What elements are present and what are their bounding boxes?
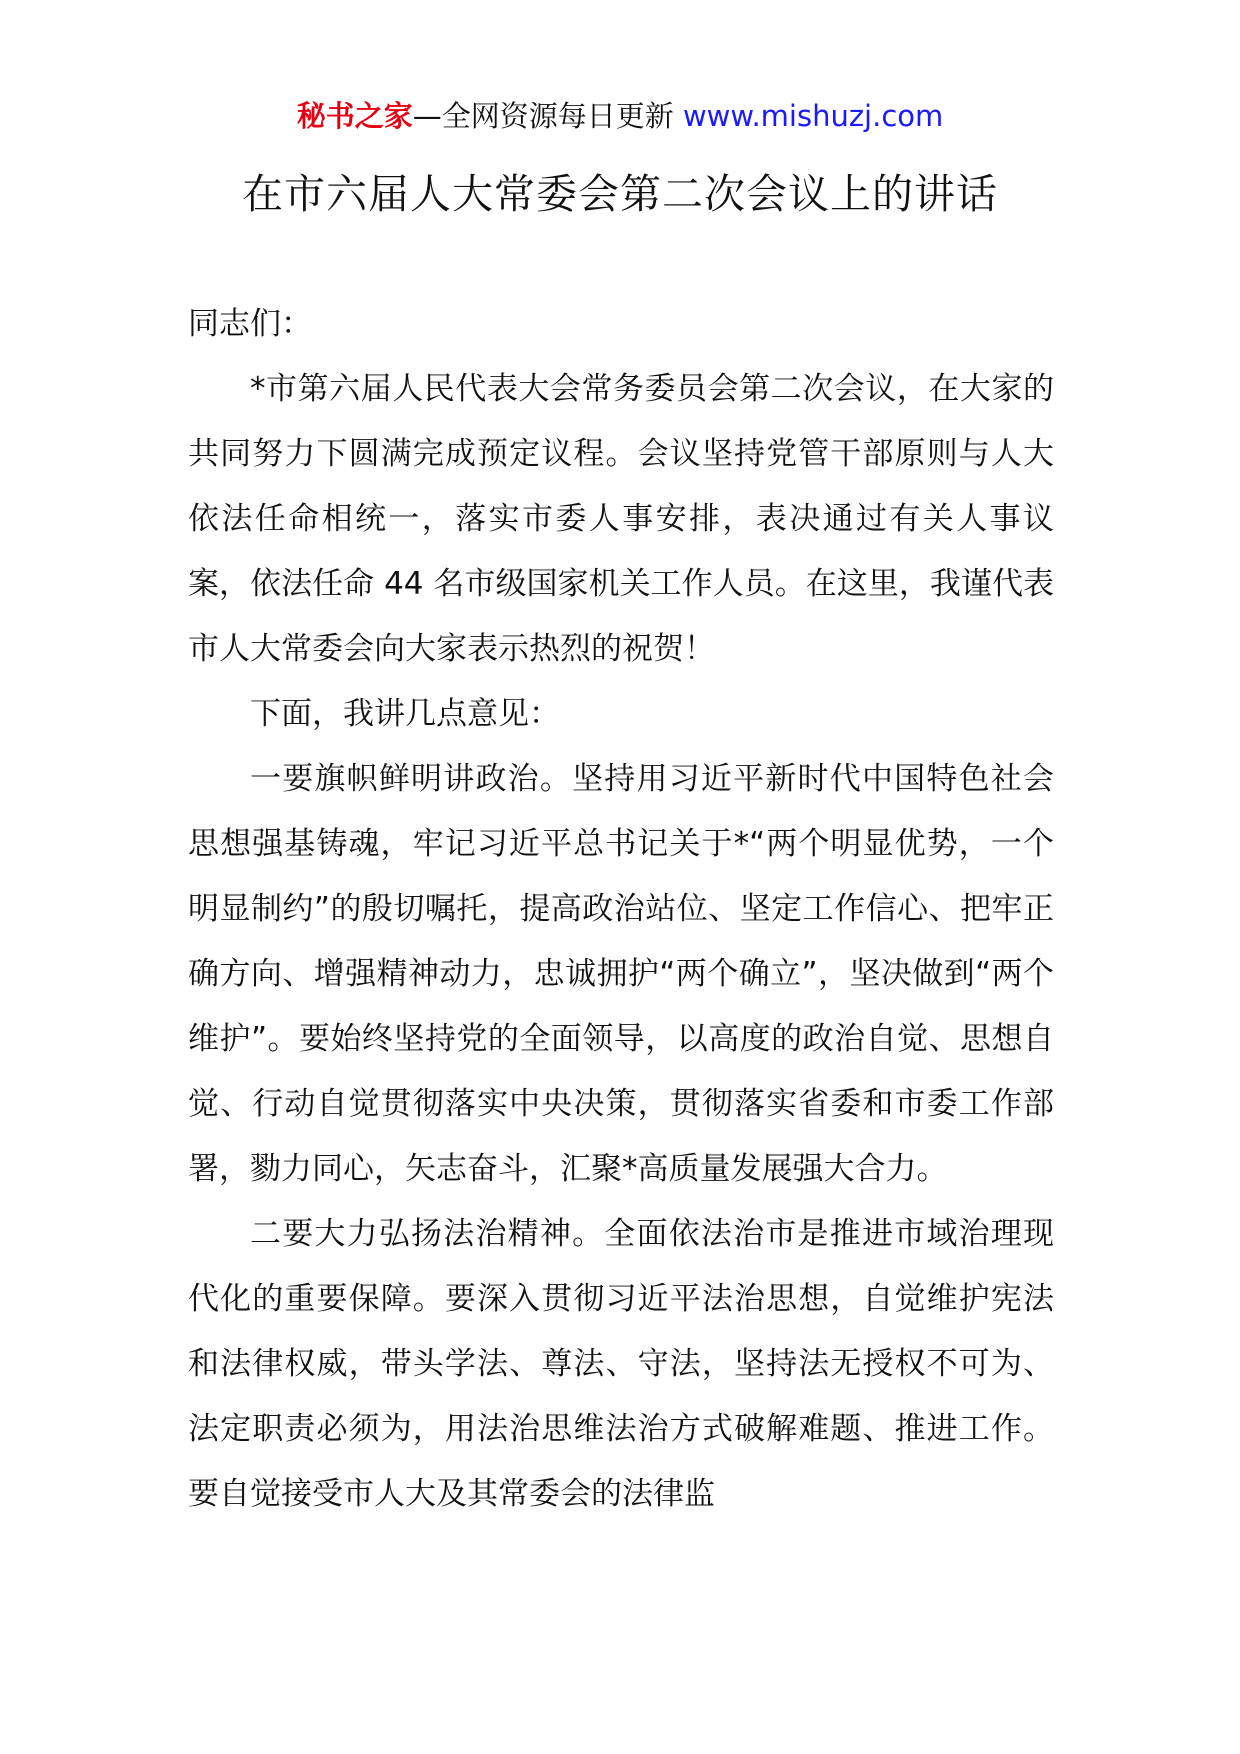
paragraph-opening: *市第六届人民代表大会常务委员会第二次会议，在大家的共同努力下圆满完成预定议程。会议坚持党管干部原则与人大依法任命相统一，落实市委人事安排，表决通过有关人事议案，依法任命 44 名市级国家机关工作人员。在这里，我谨代表市人大常委会向大家表示热烈的祝贺！	[188, 371, 1054, 667]
salutation: 同志们：	[188, 306, 312, 342]
site-banner	[0, 96, 1240, 136]
banner-tagline: —全网资源每日更新	[412, 99, 674, 133]
brand-name: 秘书之家	[296, 99, 413, 133]
paragraph-point-two: 二要大力弘扬法治精神。全面依法治市是推进市域治理现代化的重要保障。要深入贯彻习近平法治思想，自觉维护宪法和法律权威，带头学法、尊法、守法，坚持法无授权不可为、法定职责必须为，用法治思维法治方式破解难题、推进工作。要自觉接受市人大及其常委会的法律监	[188, 1216, 1054, 1512]
document-title: 在市六届人大常委会第二次会议上的讲话	[242, 170, 998, 218]
site-url-link[interactable]: www.mishuzj.com	[682, 99, 944, 133]
document-body	[188, 292, 1054, 1527]
paragraph-transition: 下面，我讲几点意见：	[250, 696, 560, 732]
paragraph-point-one: 一要旗帜鲜明讲政治。坚持用习近平新时代中国特色社会思想强基铸魂，牢记习近平总书记关于*“两个明显优势，一个明显制约”的殷切嘱托，提高政治站位、坚定工作信心、把牢正确方向、增强精神动力，忠诚拥护“两个确立”，坚决做到“两个维护”。要始终坚持党的全面领导，以高度的政治自觉、思想自觉、行动自觉贯彻落实中央决策，贯彻落实省委和市委工作部署，勠力同心，矢志奋斗，汇聚*高质量发展强大合力。	[188, 761, 1054, 1187]
